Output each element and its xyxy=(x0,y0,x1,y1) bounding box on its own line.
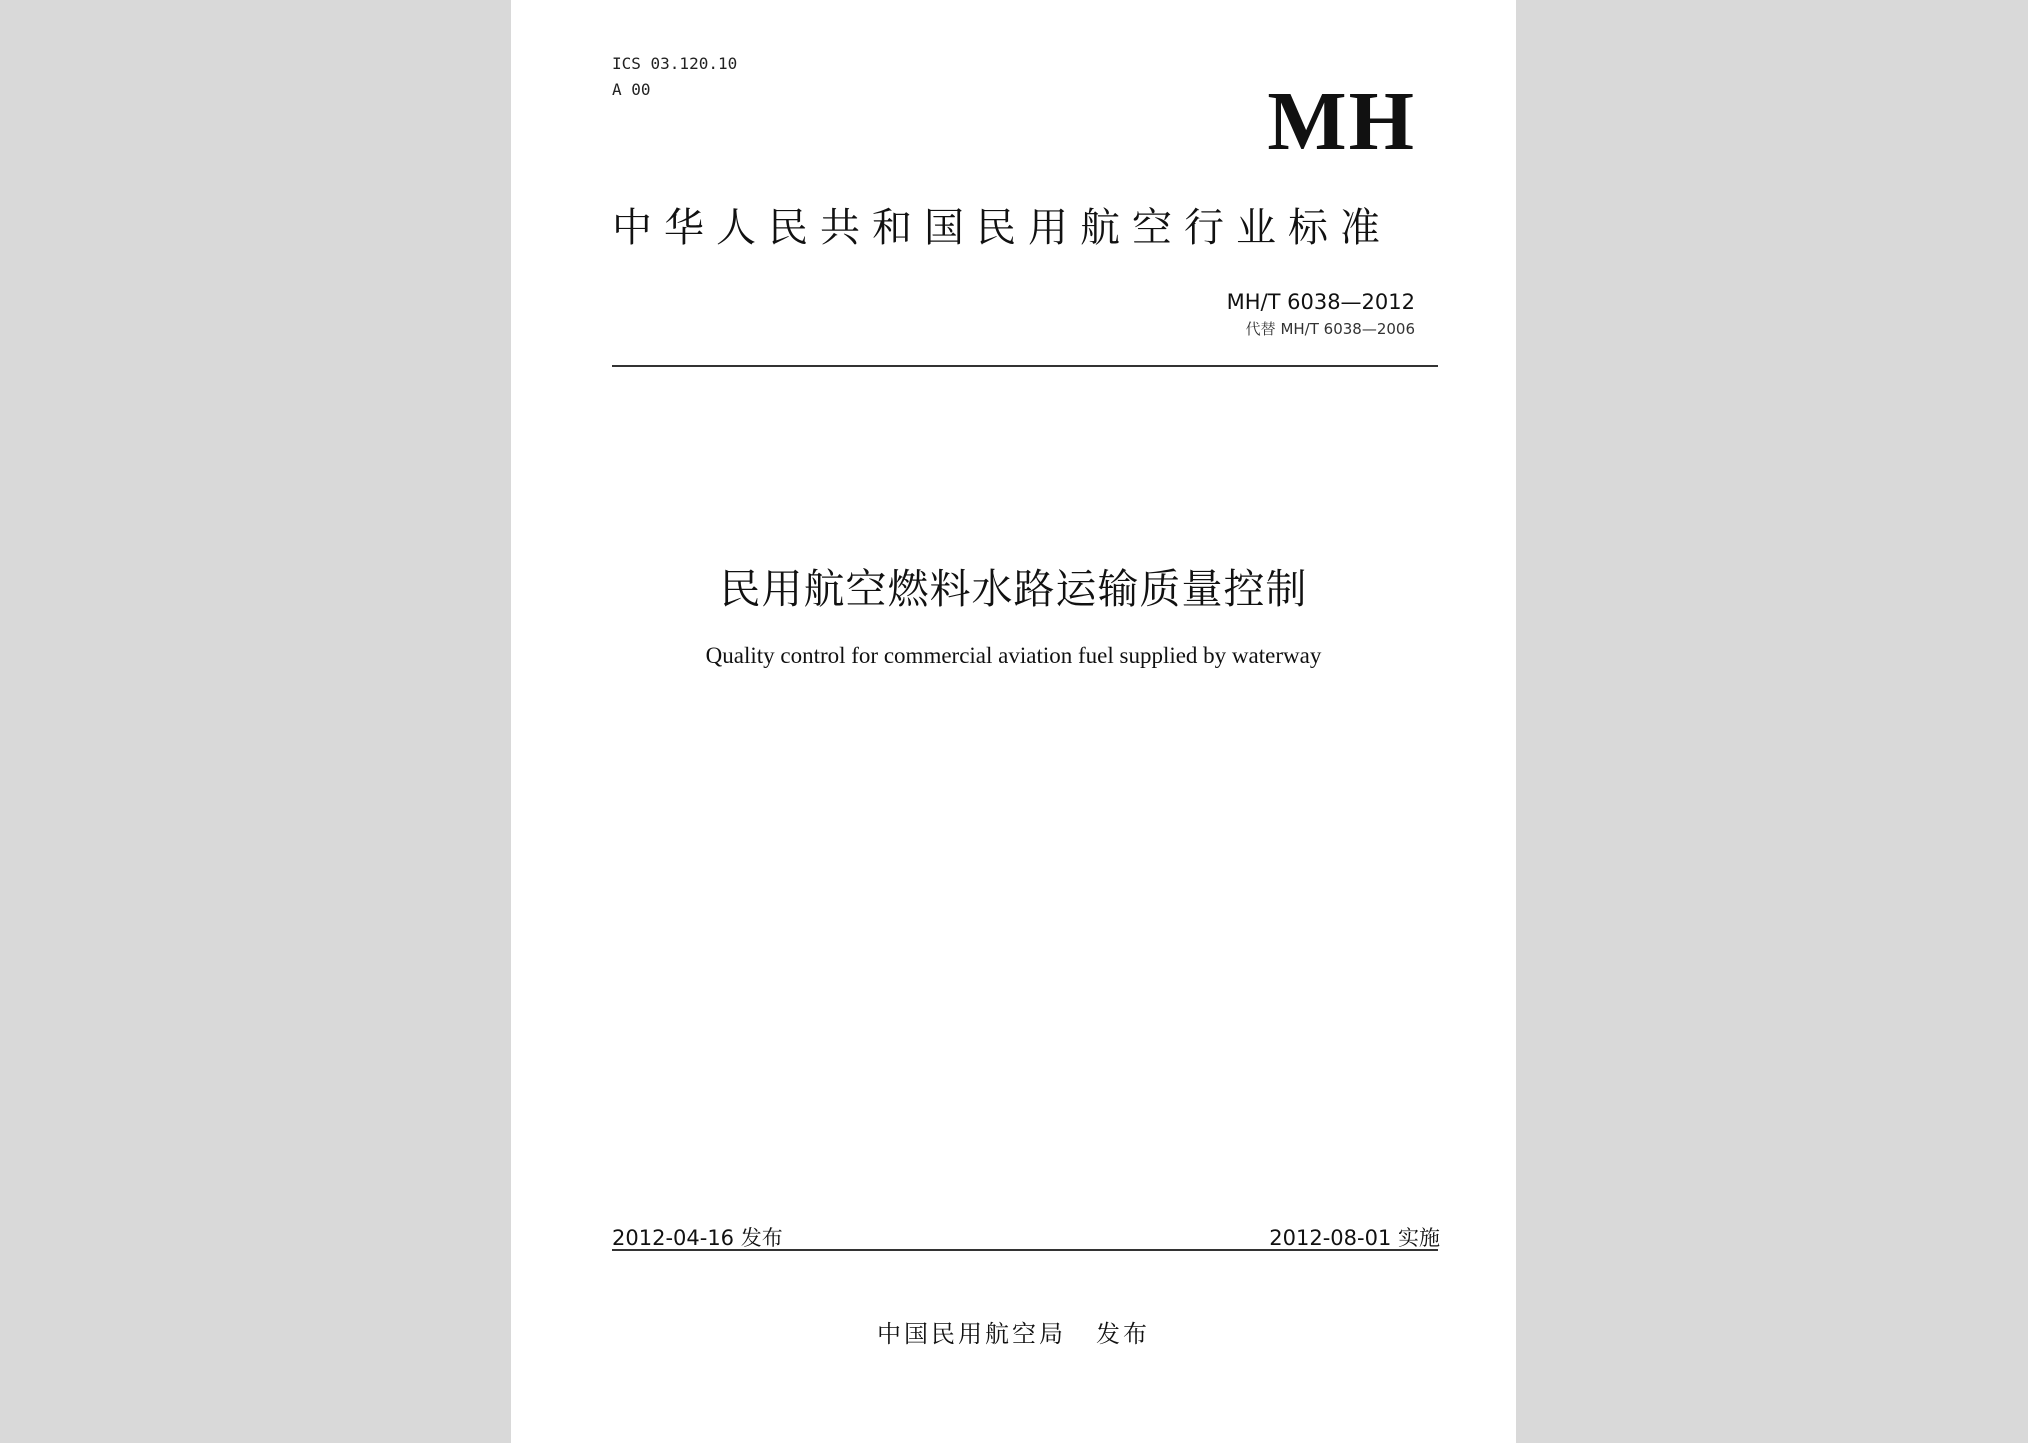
mh-logo: MH xyxy=(1267,75,1416,168)
replaces-standard: 代替 MH/T 6038—2006 xyxy=(1245,320,1415,338)
publisher xyxy=(511,1314,1516,1349)
document-title-english: Quality control for commercial aviation fuel supplied by waterway xyxy=(705,643,1322,668)
standard-number: MH/T 6038—2012 xyxy=(1226,290,1415,314)
implementation-date: 2012-08-01 实施 xyxy=(1269,1226,1440,1250)
issue-date: 2012-04-16 发布 xyxy=(612,1226,783,1250)
ics-code: ICS 03.120.10 xyxy=(612,54,738,73)
bottom-divider xyxy=(612,1249,1438,1251)
top-divider xyxy=(612,365,1438,367)
publisher-action: 发布 xyxy=(1096,1320,1150,1348)
publisher-name: 中国民用航空局 xyxy=(877,1320,1066,1348)
ccs-code: A 00 xyxy=(612,80,651,99)
document-title-chinese: 民用航空燃料水路运输质量控制 xyxy=(719,565,1308,613)
standard-title: 中华人民共和国民用航空行业标准 xyxy=(612,205,1392,251)
document-page xyxy=(511,0,1516,1443)
